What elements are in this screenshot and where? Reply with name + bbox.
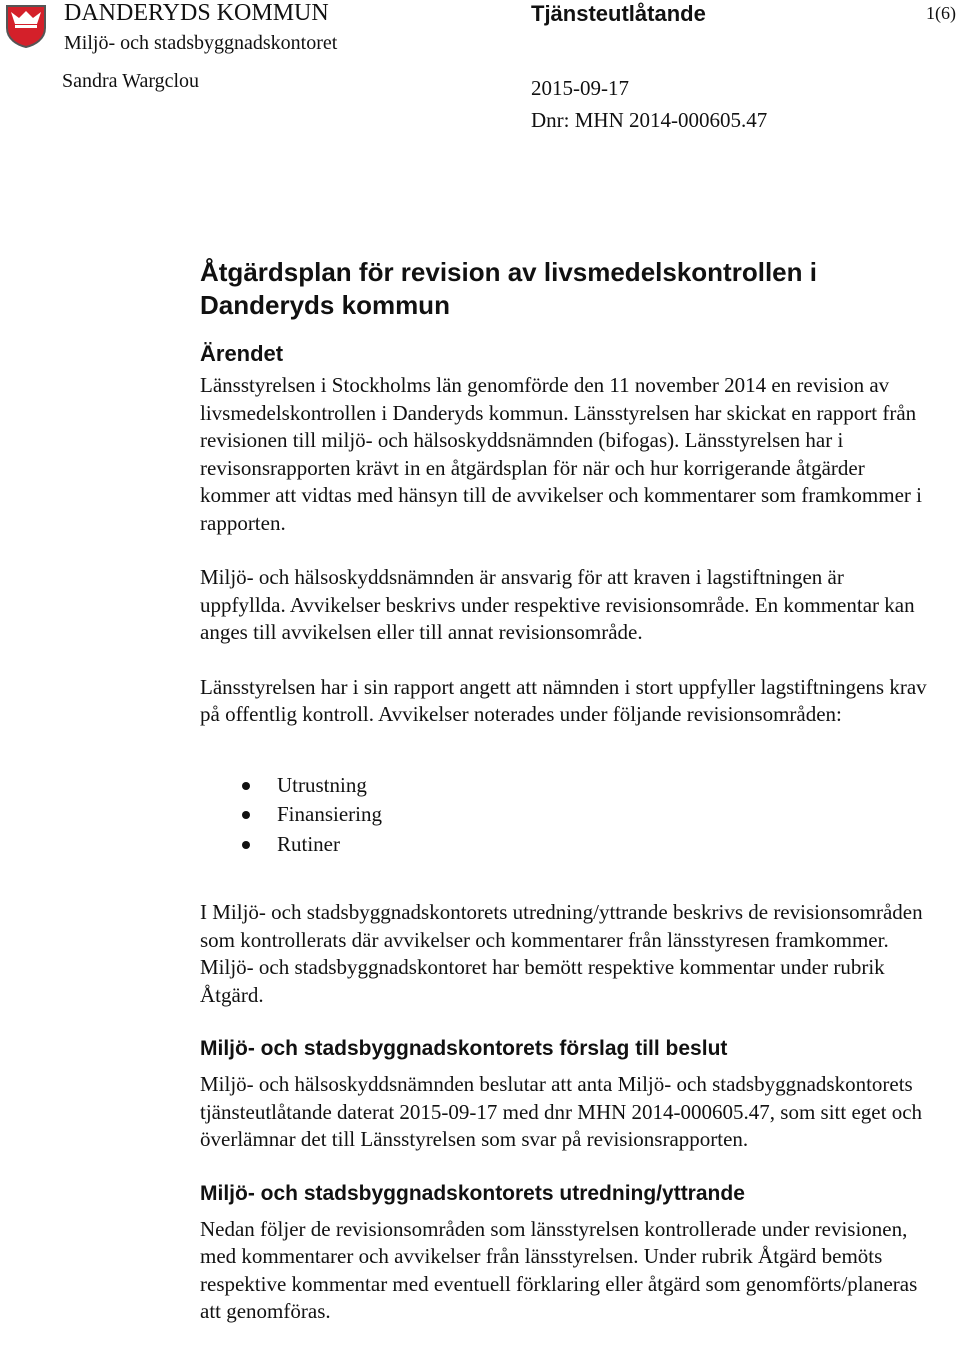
arendet-paragraph-3: Länsstyrelsen har i sin rapport angett att nämnden i stort uppfyller lagstiftningens krav på offentlig kontroll. Avvikelser noterades under följande revisionsområden:	[200, 674, 927, 726]
organization-name: DANDERYDS KOMMUN	[64, 0, 329, 26]
document-reference-number: Dnr: MHN 2014-000605.47	[531, 108, 768, 132]
utredning-paragraph: Nedan följer de revisionsområden som länsstyrelsen kontrollerade under revisionen, med kommentarer och avvikelser från länsstyrelsen. Under rubrik Åtgärd bemöts respektive kommentar med eventuell förklaring eller åtgärd som genomförts/planeras att genomföras.	[200, 1216, 918, 1323]
deviation-areas-list	[200, 771, 930, 860]
section-heading-arendet: Ärendet	[200, 341, 284, 366]
document-type: Tjänsteutlåtande	[531, 1, 706, 26]
author-name: Sandra Wargclou	[62, 70, 200, 92]
list-item: Finansiering	[277, 800, 930, 830]
municipality-coat-of-arms-icon	[4, 4, 48, 48]
department-name: Miljö- och stadsbyggnadskontoret	[64, 32, 338, 54]
forslag-paragraph: Miljö- och hälsoskyddsnämnden beslutar att anta Miljö- och stadsbyggnadskontorets tjänsteutlåtande daterat 2015-09-17 med dnr MHN 2014-000605.47, som sitt eget och överlämnar det till Länsstyrelsen som svar på revisionsrapporten.	[200, 1072, 923, 1151]
list-item: Utrustning	[277, 771, 930, 801]
section-heading-forslag: Miljö- och stadsbyggnadskontorets förslag till beslut	[200, 1037, 728, 1060]
arendet-paragraph-2: Miljö- och hälsoskyddsnämnden är ansvarig för att kraven i lagstiftningen är uppfyllda. Avvikelser beskrivs under respektive revisionsområde. En kommentar kan anges till avvikelsen eller till annat revisionsområde.	[200, 565, 915, 644]
document-title: Åtgärdsplan för revision av livsmedelskontrollen i Danderyds kommun	[200, 257, 817, 320]
section-heading-utredning: Miljö- och stadsbyggnadskontorets utredning/yttrande	[200, 1181, 745, 1205]
document-body	[200, 256, 930, 1326]
page-number: 1(6)	[926, 3, 956, 23]
arendet-paragraph-1: Länsstyrelsen i Stockholms län genomförde den 11 november 2014 en revision av livsmedelskontrollen i Danderyds kommun. Länsstyrelsen har skickat en rapport från revisionen till miljö- och hälsoskyddsnämnden (bifogas). Länsstyrelsen har i revisonsrapporten krävt in en åtgärdsplan för när och hur korrigerande åtgärder kommer att vidtas med hänsyn till de avvikelser och kommentarer som framkommer i rapporten.	[200, 373, 922, 535]
list-item: Rutiner	[277, 830, 930, 860]
arendet-paragraph-4: I Miljö- och stadsbyggnadskontorets utredning/yttrande beskrivs de revisionsområden som kontrollerats där avvikelser och kommentarer från länsstyresen framkommer. Miljö- och stadsbyggnadskontoret har bemött respektive kommentar under rubrik Åtgärd.	[200, 900, 923, 1007]
document-date: 2015-09-17	[531, 76, 629, 100]
